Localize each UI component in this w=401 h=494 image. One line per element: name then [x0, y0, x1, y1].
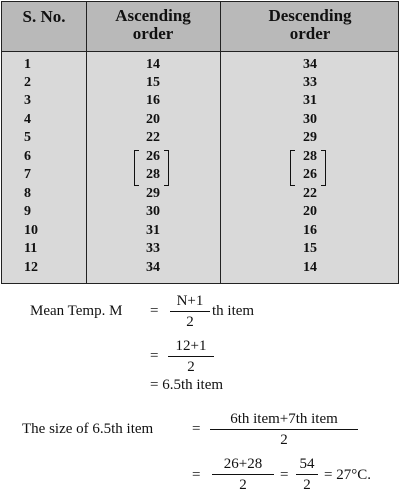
fraction-numerator: 6th item+7th item — [230, 411, 338, 427]
desc-right-bracket — [321, 150, 326, 186]
row-3-asc: 16 — [146, 93, 160, 108]
header-descending-line1: Descending — [268, 6, 352, 25]
asc-left-bracket — [134, 150, 139, 186]
row-8-desc: 22 — [303, 186, 317, 201]
row-2-asc: 15 — [146, 75, 160, 90]
header-ascending-line2: order — [132, 24, 174, 43]
row-9-desc: 20 — [303, 204, 317, 219]
header-ascending — [86, 7, 220, 43]
fraction-54-over-2 — [296, 456, 318, 494]
fraction-26-plus-28-over-2 — [212, 456, 274, 494]
row-6-sno: 6 — [24, 149, 31, 164]
row-5-asc: 22 — [146, 130, 160, 145]
fraction-denominator: 2 — [239, 477, 247, 493]
fraction-denominator: 2 — [186, 314, 194, 330]
size-equals: = — [192, 421, 201, 437]
fraction-bar — [296, 474, 318, 475]
row-10-desc: 16 — [303, 223, 317, 238]
desc-left-bracket — [290, 150, 295, 186]
final-equals-2: = — [280, 467, 289, 483]
fraction-numerator: 12+1 — [175, 338, 207, 354]
mean-equals: = — [150, 303, 159, 319]
row-7-asc: 28 — [146, 167, 160, 182]
final-result: = 27°C. — [324, 467, 371, 483]
fraction-numerator: N+1 — [176, 293, 204, 309]
row-5-sno: 5 — [24, 130, 31, 145]
row-8-asc: 29 — [146, 186, 160, 201]
th-item-text: th item — [212, 303, 255, 319]
row-9-asc: 30 — [146, 204, 160, 219]
row-7-desc: 26 — [303, 167, 317, 182]
row-6-asc: 26 — [146, 149, 160, 164]
fraction-bar — [212, 474, 274, 475]
row-2-sno: 2 — [24, 75, 31, 90]
header-descending — [220, 7, 400, 43]
row-5-desc: 29 — [303, 130, 317, 145]
row-1-sno: 1 — [24, 57, 31, 72]
row-12-sno: 12 — [24, 260, 38, 275]
row-4-asc: 20 — [146, 112, 160, 127]
row-12-desc: 14 — [303, 260, 317, 275]
fraction-denominator: 2 — [187, 359, 195, 375]
fraction-numerator: 26+28 — [223, 456, 263, 472]
final-equals-1: = — [192, 467, 201, 483]
row-10-asc: 31 — [146, 223, 160, 238]
header-sno: S. No. — [22, 7, 66, 26]
row-3-desc: 31 — [303, 93, 317, 108]
row-9-sno: 9 — [24, 204, 31, 219]
row-11-desc: 15 — [303, 241, 317, 256]
header-ascending-line1: Ascending — [115, 6, 191, 25]
fraction-bar — [170, 311, 210, 312]
row-3-sno: 3 — [24, 93, 31, 108]
median-table — [1, 1, 399, 284]
fraction-bar — [168, 356, 214, 357]
equals-2: = — [150, 348, 159, 364]
fraction-bar — [210, 429, 358, 430]
size-label: The size of 6.5th item — [22, 421, 154, 437]
row-8-sno: 8 — [24, 186, 31, 201]
mean-label: Mean Temp. M — [30, 303, 123, 319]
fraction-n-plus-1-over-2 — [170, 293, 210, 331]
row-11-asc: 33 — [146, 241, 160, 256]
result-6-5th-item: = 6.5th item — [150, 377, 224, 393]
column-sno — [2, 2, 86, 283]
row-4-desc: 30 — [303, 112, 317, 127]
row-11-sno: 11 — [24, 241, 38, 256]
header-descending-line2: order — [289, 24, 331, 43]
row-1-asc: 14 — [146, 57, 160, 72]
fraction-denominator: 2 — [303, 477, 311, 493]
fraction-12-plus-1-over-2 — [168, 338, 214, 376]
asc-right-bracket — [164, 150, 169, 186]
row-1-desc: 34 — [303, 57, 317, 72]
row-10-sno: 10 — [24, 223, 38, 238]
row-2-desc: 33 — [303, 75, 317, 90]
row-6-desc: 28 — [303, 149, 317, 164]
fraction-numerator: 54 — [299, 456, 315, 472]
fraction-6th-7th-over-2 — [210, 411, 358, 449]
row-4-sno: 4 — [24, 112, 31, 127]
row-7-sno: 7 — [24, 167, 31, 182]
fraction-denominator: 2 — [280, 432, 288, 448]
row-12-asc: 34 — [146, 260, 160, 275]
